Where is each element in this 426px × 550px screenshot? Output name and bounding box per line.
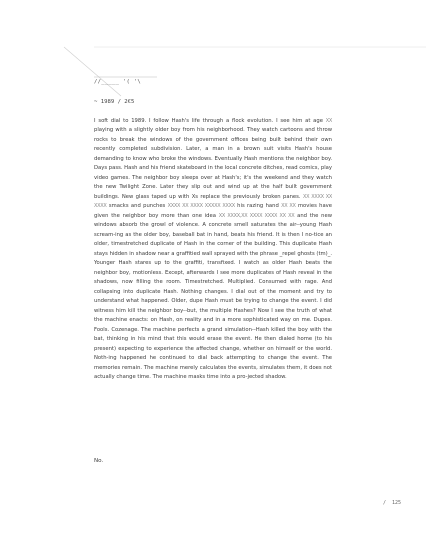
story-paragraph — [94, 117, 332, 383]
redacted-marks: XXXX XX XXXX XXXXX XXXX — [167, 203, 235, 209]
text-run: playing with a slightly older boy from his neighborhood. They watch cartoons and throw rocks to break the windows of the government offices being built behind their own recently completed subdivision. Later, a man in a brown suit visits Hash's house demanding to know who broke the windows. Eventually Hash mentions the neighbor boy. Days pass. Hash and his friend skateboard in the local concrete ditches, read comics, play video games. The neighbor boy sleeps over at Hash's; it's the weekend and they watch the new Twilight Zone. Later they slip out and wind up at the half built government buildings. New glass taped up with Xs replace the previously broken panes. — [94, 127, 332, 200]
text-run: movies have given the neighbor boy more than one idea — [94, 203, 333, 219]
redacted-marks: XX XX — [281, 203, 296, 209]
redacted-marks: XX XXXX,XX XXXX XXXX XX XX — [218, 212, 295, 219]
year-heading: ~ 1989 / 2€5 — [94, 99, 135, 105]
story-body — [94, 117, 332, 383]
page-number: / 125 — [383, 500, 402, 506]
corner-line-graphic — [0, 0, 426, 120]
text-run: I soft dial to 1989. I follow Hash's life through a flock evolution. I see him at age — [94, 117, 326, 124]
text-run: smacks and punches — [106, 203, 168, 209]
signoff-text: No. — [94, 458, 104, 464]
redacted-marks: XX XXXX XX XXXX — [94, 193, 332, 209]
text-run: his razing hand — [234, 203, 282, 209]
redacted-marks: XX — [325, 117, 332, 124]
signature-label: //_____ '( '\ — [94, 79, 141, 85]
text-run: and the new windows absorb the growl of violence. A concrete smell saturates the air--young Hash scream-ing as the older boy, baseball bat in hand, beats his friend. It is then I no-tice an older, timestretched duplicate of Hash in the corner of the building. This duplicate Hash stays hidden in shadow near a graffitied wall sprayed with the phrase _repel ghosts (tm)_. Younger Hash stares up to the graffiti, transfixed. I watch as older Hash beats the neighbor boy, motionless. Except, afterwards I see more duplicates of Hash reveal in the shadows, now filling the room. Timestretched. Multiplied. Consumed with rage. And collapsing into duplicate Hash. Nothing changes. I dial out of the moment and try to understand what happened. Older, dupe Hash must be trying to change the event. I did witness him kill the neighbor boy--but, the multiple Hashes? Now I see the truth of what the machine enacts: on Hash, on reality and in a more sophisticated way on me. Dupes. Fools. Cozenage. The machine perfects a grand simulation--Hash killed the boy with the bat, thinking in his mind that this would erase the event. He then dialed home (to his present) expecting to experience the affected change, whether on himself or the world. Noth-ing happened he continued to dial back attempting to change the event. The memories remain. The machine merely calculates the events, simulates them, it does not actually change time. The machine masks time into a pro-jected shadow. — [94, 212, 332, 380]
